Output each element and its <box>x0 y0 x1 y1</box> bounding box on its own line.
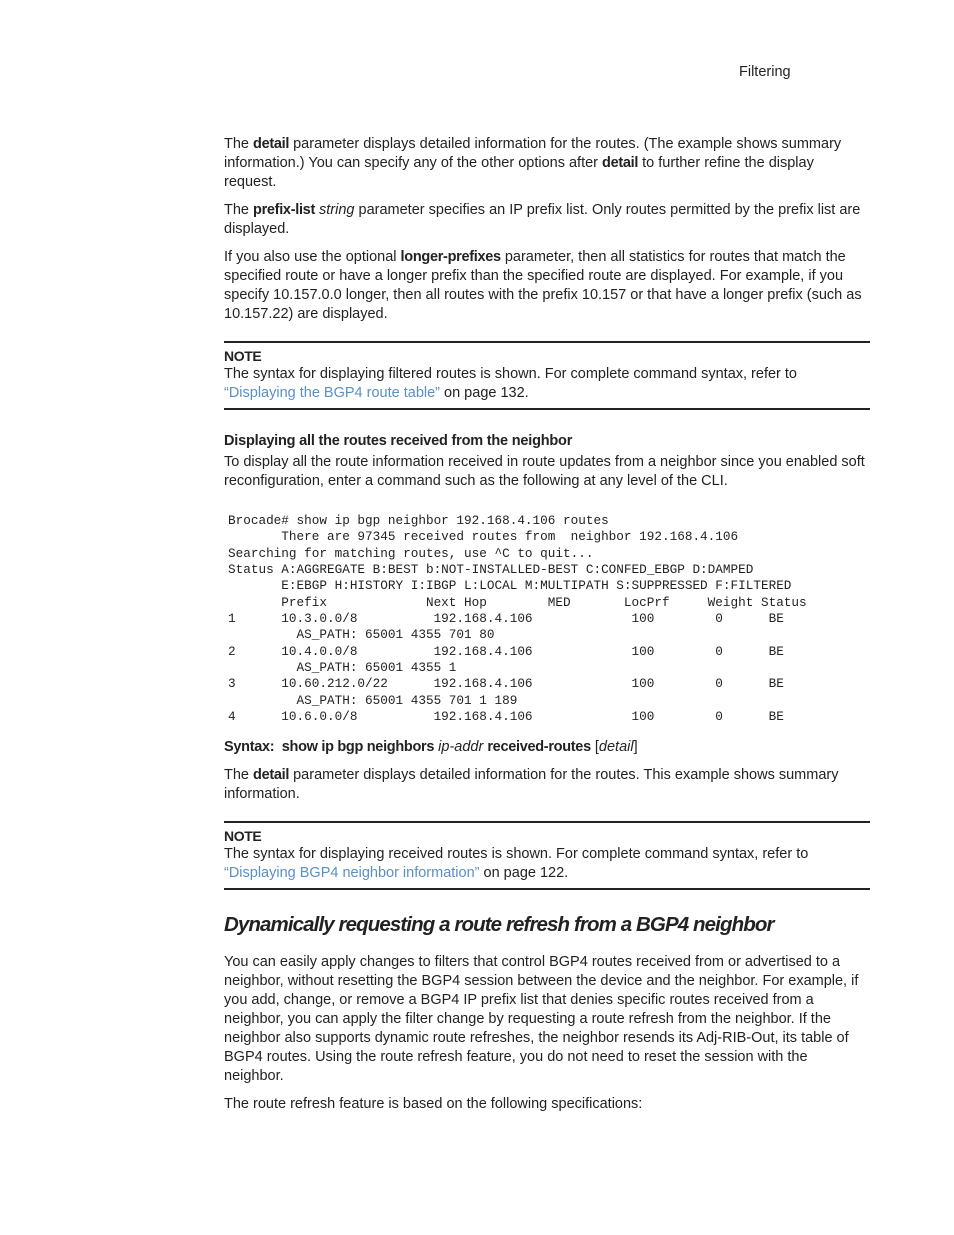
note-box <box>224 341 870 410</box>
syntax-line <box>224 738 870 757</box>
cli-line: 1 10.3.0.0/8 192.168.4.106 100 0 BE <box>228 611 784 627</box>
syntax-label: Syntax: <box>224 739 282 756</box>
cli-line: AS_PATH: 65001 4355 701 1 189 <box>228 692 518 708</box>
variable-string: string <box>319 202 355 218</box>
text: on page 122. <box>479 865 569 882</box>
note-text <box>224 365 870 403</box>
cli-line: Brocade# show ip bgp neighbor 192.168.4.106 routes <box>228 513 609 528</box>
note-text <box>224 845 870 883</box>
route-refresh-paragraph: You can easily apply changes to filters that control BGP4 routes received from or advertised to a neighbor, without resetting the BGP4 session between the device and the neighbor. For example, if you add, change, or remove a BGP4 IP prefix list that denies specific routes received from a neighbor, you can apply the filter change by requesting a route refresh from the neighbor. If the neighbor also supports dynamic route refreshes, the neighbor resends its Adj-RIB-Out, its table of BGP4 routes. Using the route refresh feature, you do not need to reset the session with the neighbor. <box>224 954 859 1085</box>
text: to further refine the display request. <box>224 155 814 190</box>
detail-parameter-paragraph <box>224 135 870 192</box>
detail-summary-paragraph <box>224 766 870 804</box>
longer-prefixes-paragraph <box>224 248 870 324</box>
cli-line: Prefix Next Hop MED LocPrf Weight Status <box>228 594 807 610</box>
text: The syntax for displaying received routes is shown. For complete command syntax, refer to <box>224 846 809 863</box>
cli-line: AS_PATH: 65001 4355 701 80 <box>228 627 495 643</box>
cli-line: 4 10.6.0.0/8 192.168.4.106 100 0 BE <box>228 709 784 725</box>
note-title: NOTE <box>224 348 262 364</box>
note-title: NOTE <box>224 828 262 845</box>
keyword-detail: detail <box>253 767 290 784</box>
cli-line: 3 10.60.212.0/22 192.168.4.106 100 0 BE <box>228 676 784 692</box>
text: If you also use the optional <box>224 249 401 265</box>
subheading: Displaying all the routes received from the neighbor <box>224 433 573 449</box>
cli-output <box>228 513 870 725</box>
syntax-keyword: received-routes <box>487 739 591 756</box>
cli-line: AS_PATH: 65001 4355 1 <box>228 660 457 676</box>
syntax-option: detail <box>598 739 634 756</box>
cross-reference-link[interactable]: “Displaying BGP4 neighbor information” <box>224 865 480 882</box>
keyword-detail: detail <box>253 136 290 152</box>
keyword-detail: detail <box>602 155 639 171</box>
syntax-argument: ip-addr <box>438 739 484 756</box>
text: on page 132. <box>440 385 529 401</box>
syntax-command: show ip bgp neighbors <box>281 739 435 756</box>
text: The <box>224 767 254 784</box>
cli-line: E:EBGP H:HISTORY I:IBGP L:LOCAL M:MULTIPATH S:SUPPRESSED F:FILTERED <box>228 578 792 594</box>
keyword-prefix-list: prefix-list <box>253 202 315 218</box>
note-box <box>224 821 870 890</box>
page-body <box>224 135 870 1123</box>
text: parameter displays detailed information for the routes. This example shows summary information. <box>224 767 839 803</box>
text: The <box>224 202 254 218</box>
text: The <box>224 136 254 152</box>
syntax-bracket: [ <box>590 739 599 756</box>
received-routes-paragraph: To display all the route information received in route updates from a neighbor since you enabled soft reconfiguration, enter a command such as the following at any level of the CLI. <box>224 454 865 489</box>
cli-line: Searching for matching routes, use ^C to quit... <box>228 545 594 561</box>
syntax-bracket: ] <box>633 739 638 756</box>
cli-line: There are 97345 received routes from neighbor 192.168.4.106 <box>228 529 739 545</box>
prefix-list-paragraph <box>224 201 870 239</box>
text: The syntax for displaying filtered routes is shown. For complete command syntax, refer to <box>224 366 797 382</box>
cli-line: 2 10.4.0.0/8 192.168.4.106 100 0 BE <box>228 643 784 659</box>
text: parameter, then all statistics for routes that match the specified route or have a longer prefix than the specified route are displayed. For example, if you specify 10.157.0.0 longer, then all routes with the prefix 10.157 or that have a longer prefix (such as 10.157.22) are displayed. <box>224 249 862 322</box>
specifications-intro-paragraph: The route refresh feature is based on the following specifications: <box>224 1096 643 1113</box>
running-header: Filtering <box>739 64 791 80</box>
text: parameter displays detailed information for the routes. (The example shows summary information.) You can specify any of the other options after <box>224 136 842 171</box>
section-heading: Dynamically requesting a route refresh from a BGP4 neighbor <box>224 913 774 937</box>
cli-line: Status A:AGGREGATE B:BEST b:NOT-INSTALLED-BEST C:CONFED_EBGP D:DAMPED <box>228 562 754 578</box>
cross-reference-link[interactable]: “Displaying the BGP4 route table” <box>224 385 440 401</box>
text: parameter specifies an IP prefix list. Only routes permitted by the prefix list are displayed. <box>224 202 861 237</box>
keyword-longer-prefixes: longer-prefixes <box>400 249 501 265</box>
